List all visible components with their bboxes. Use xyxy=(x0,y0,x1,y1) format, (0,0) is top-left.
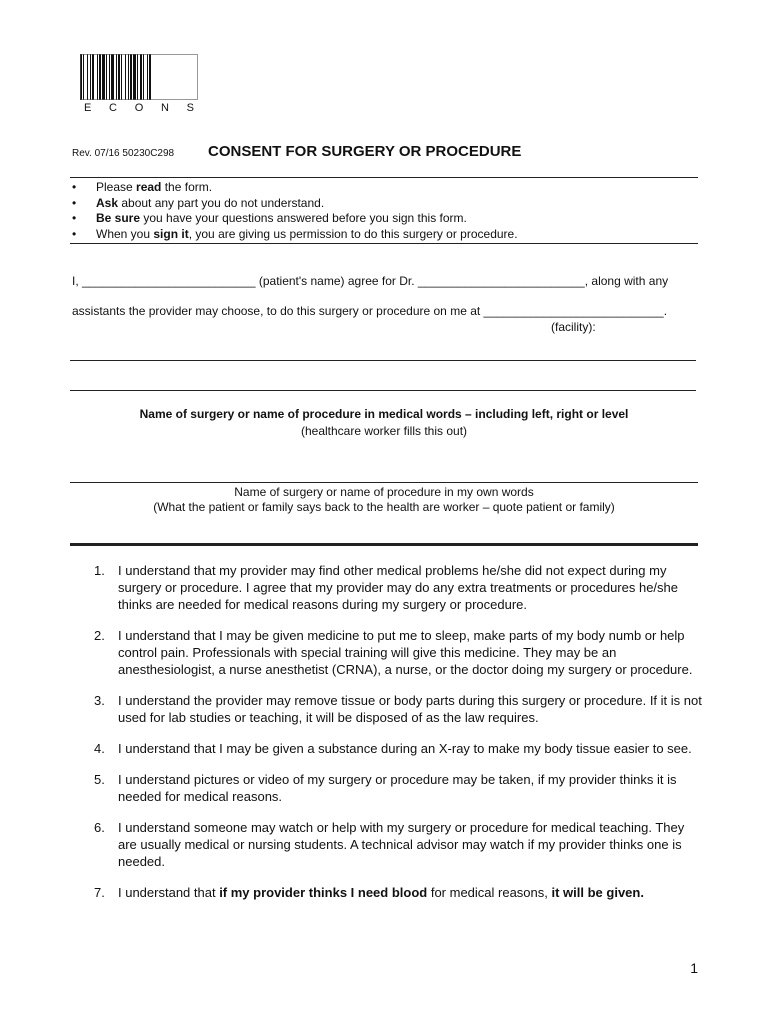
facility-label: (facility): xyxy=(551,320,596,334)
consent-item: 6. I understand someone may watch or help with my surgery or procedure for medical teaching. They are usually medical or nursing students. A technical advisor may watch if my provider thinks one is needed. xyxy=(94,820,685,869)
revision-code: Rev. 07/16 50230C298 xyxy=(72,148,175,159)
consent-items xyxy=(94,562,706,915)
barcode-image xyxy=(80,54,198,100)
procedure-entry-line[interactable] xyxy=(70,360,696,361)
own-words-entry-line[interactable] xyxy=(70,482,698,483)
section-divider xyxy=(70,543,698,546)
procedure-medical-label: Name of surgery or name of procedure in medical words – including left, right or level xyxy=(139,407,629,421)
divider xyxy=(70,177,698,178)
procedure-own-words-label: Name of surgery or name of procedure in my own words xyxy=(234,485,534,499)
instruction-item: • When you sign it, you are giving us permission to do this surgery or procedure. xyxy=(70,227,518,243)
instruction-item: • Be sure you have your questions answered before you sign this form. xyxy=(70,211,518,227)
form-title: CONSENT FOR SURGERY OR PROCEDURE xyxy=(208,143,522,160)
consent-item: 4. I understand that I may be given a substance during an X-ray to make my body tissue easier to see. xyxy=(94,741,692,756)
instruction-item: • Ask about any part you do not understand. xyxy=(70,196,518,212)
consent-item: 7. I understand that if my provider thinks I need blood for medical reasons, it will be given. xyxy=(94,885,644,900)
barcode-label: E C O N S xyxy=(84,102,194,114)
consent-item: 2. I understand that I may be given medicine to put me to sleep, make parts of my body numb or help control pain. Professionals with special training will give this medicine. They may be an anesthesiologist, a nurse anesthetist (CRNA), a nurse, or the doctor doing my surgery or procedure. xyxy=(94,628,693,677)
procedure-medical-note: (healthcare worker fills this out) xyxy=(300,424,468,438)
instructions-list xyxy=(70,180,518,242)
divider xyxy=(70,243,698,244)
consent-item: 3. I understand the provider may remove tissue or body parts during this surgery or procedure. If it is not used for lab studies or teaching, it will be disposed of as the law requires. xyxy=(94,693,702,725)
patient-agreement-line[interactable]: I, __________________________ (patient's name) agree for Dr. _________________________, along with any xyxy=(72,274,669,288)
instruction-item: • Please read the form. xyxy=(70,180,518,196)
consent-item: 5. I understand pictures or video of my surgery or procedure may be taken, if my provider thinks it is needed for medical reasons. xyxy=(94,772,677,804)
consent-item: 1. I understand that my provider may find other medical problems he/she did not expect during my surgery or procedure. I agree that my provider may do any extra treatments or procedures he/she thinks are needed for medical reasons during my surgery or procedure. xyxy=(94,563,678,612)
facility-line[interactable]: assistants the provider may choose, to do this surgery or procedure on me at ___________________________. xyxy=(72,304,668,318)
procedure-entry-line[interactable] xyxy=(70,390,696,391)
page-number: 1 xyxy=(690,960,698,976)
procedure-own-words-note: (What the patient or family says back to the health are worker – quote patient or family) xyxy=(153,500,615,514)
